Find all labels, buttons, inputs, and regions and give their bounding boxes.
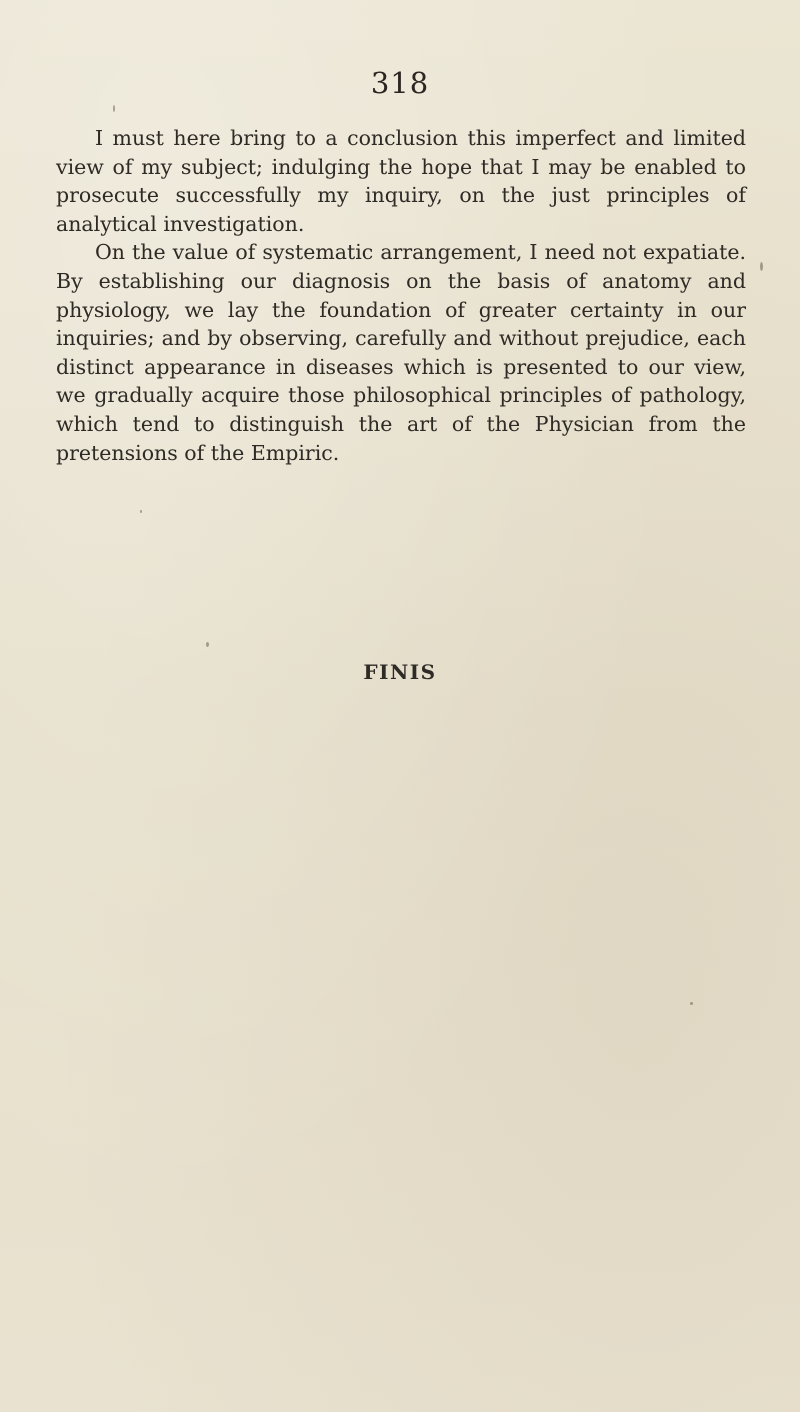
finis-text: FINIS bbox=[363, 660, 437, 684]
paper-speck bbox=[206, 642, 209, 647]
paper-speck bbox=[140, 510, 142, 513]
paper-speck bbox=[760, 262, 763, 271]
page-number: 318 bbox=[370, 66, 430, 100]
paragraph-conclusion: I must here bring to a conclusion this imperfect and limited view of my subject; indulging the hope that I may be enabled to prosecute successfully my inquiry, on the just principles of analytical investigation. bbox=[56, 126, 746, 236]
paper-speck bbox=[690, 1002, 693, 1005]
paper-speck bbox=[113, 105, 115, 112]
paragraph-systematic-arrangement: On the value of systematic arrangement, I need not expatiate. By establishing our diagnosis on the basis of anatomy and physiology, we lay the foundation of greater certainty in our inquiries; and by observing, carefully and without prejudice, each distinct appearance in diseases which is presented to our view, we gradually acquire those philosophical principles of pathology, which tend to distinguish the art of the Physician from the pretensions of the Empiric. bbox=[56, 240, 746, 465]
body-text bbox=[56, 124, 746, 467]
